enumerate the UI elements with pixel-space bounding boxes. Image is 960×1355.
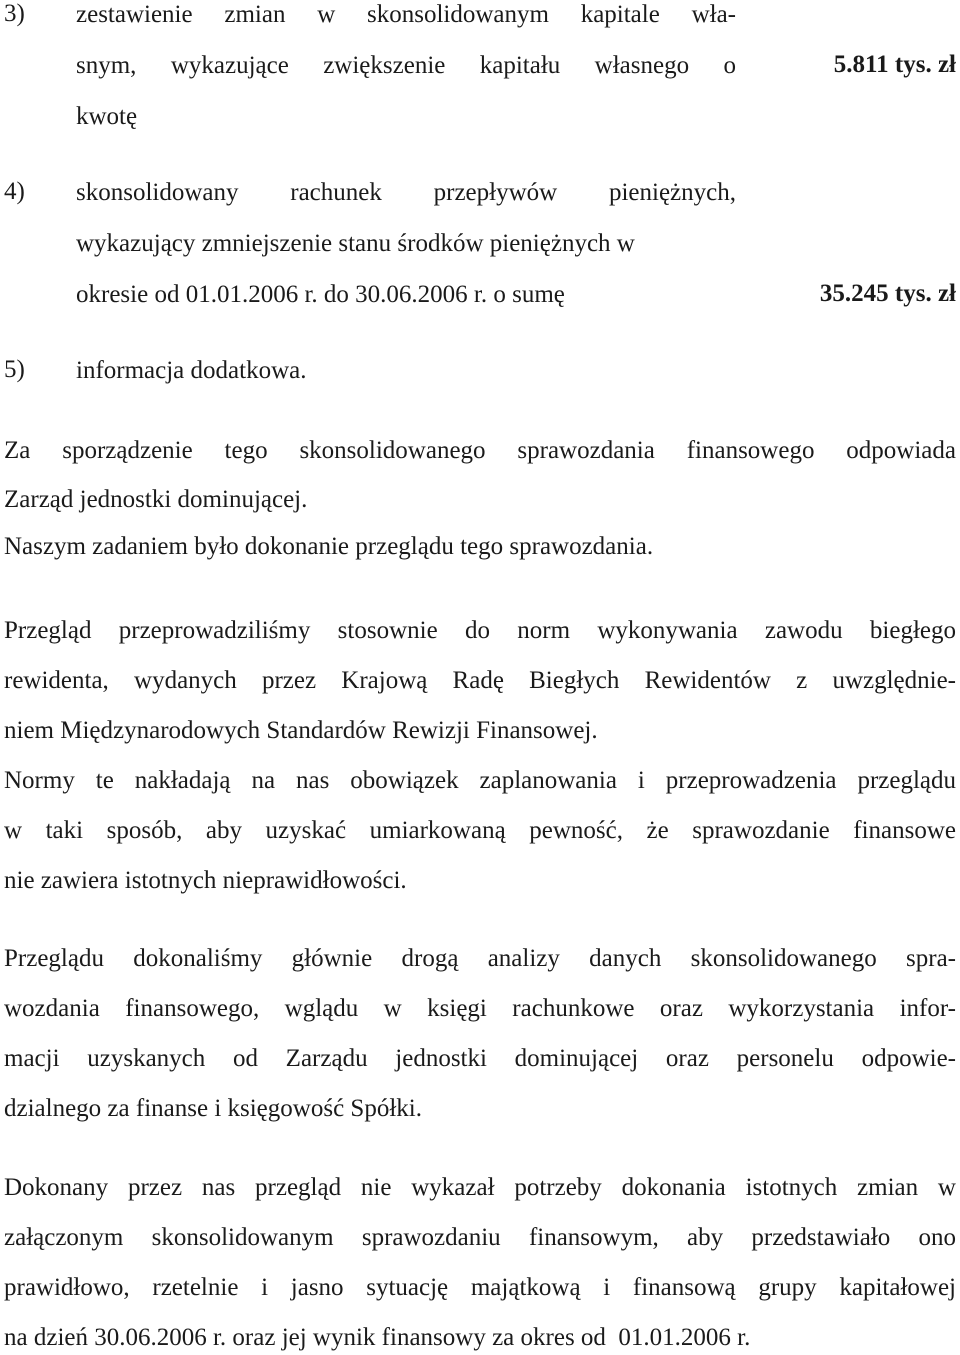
text-line: dzialnego za finanse i księgowość Spółki. <box>4 1095 422 1122</box>
list-item-text <box>76 178 736 331</box>
text-line: skonsolidowany rachunek przepływów pieniężnych, <box>76 179 736 206</box>
list-item-text <box>76 356 736 407</box>
text-line: wozdania finansowego, wglądu w księgi rachunkowe oraz wykorzystania infor- <box>4 995 956 1022</box>
text-line: prawidłowo, rzetelnie i jasno sytuację majątkową i finansową grupy kapitałowej <box>4 1274 956 1301</box>
text-line: macji uzyskanych od Zarządu jednostki dominującej oraz personelu odpowie- <box>4 1045 956 1072</box>
list-item-number: 3) <box>4 0 25 27</box>
list-item-text <box>76 0 736 153</box>
text-line: niem Międzynarodowych Standardów Rewizji Finansowej. <box>4 717 598 744</box>
amount-value: 5.811 tys. zł <box>833 51 956 78</box>
text-line: snym, wykazujące zwiększenie kapitału własnego o <box>76 52 736 79</box>
amount-value: 35.245 tys. zł <box>819 280 956 307</box>
text-line: zestawienie zmian w skonsolidowanym kapitale wła- <box>76 1 736 28</box>
text-line: Przegląd przeprowadziliśmy stosownie do norm wykonywania zawodu biegłego <box>4 617 956 644</box>
text-line: kwotę <box>76 103 138 130</box>
text-line: Normy te nakładają na nas obowiązek zaplanowania i przeprowadzenia przeglądu <box>4 767 956 794</box>
list-item-number: 5) <box>4 356 25 383</box>
paragraph-responsibility <box>4 436 956 562</box>
text-line: w taki sposób, aby uzyskać umiarkowaną pewność, że sprawozdanie finansowe <box>4 817 956 844</box>
paragraph-review-standards <box>4 616 956 896</box>
paragraph-review-method <box>4 944 956 1124</box>
text-line: załączonym skonsolidowanym sprawozdaniu finansowym, aby przedstawiało ono <box>4 1224 956 1251</box>
text-line: nie zawiera istotnych nieprawidłowości. <box>4 867 407 894</box>
text-line: Zarząd jednostki dominującej. <box>4 486 308 513</box>
text-line: Dokonany przez nas przegląd nie wykazał potrzeby dokonania istotnych zmian w <box>4 1174 956 1201</box>
text-line: informacja dodatkowa. <box>76 357 307 384</box>
text-line: wykazujący zmniejszenie stanu środków pieniężnych w <box>76 230 635 257</box>
text-line: Przeglądu dokonaliśmy głównie drogą analizy danych skonsolidowanego spra- <box>4 945 956 972</box>
text-line: rewidenta, wydanych przez Krajową Radę Biegłych Rewidentów z uwzględnie- <box>4 667 956 694</box>
text-line: Naszym zadaniem było dokonanie przeglądu tego sprawozdania. <box>4 533 654 560</box>
text-line: na dzień 30.06.2006 r. oraz jej wynik finansowy za okres od 01.01.2006 r. <box>4 1324 751 1351</box>
text-line: okresie od 01.01.2006 r. do 30.06.2006 r. o sumę <box>76 281 565 308</box>
paragraph-review-conclusion <box>4 1173 956 1353</box>
text-line: Za sporządzenie tego skonsolidowanego sprawozdania finansowego odpowiada <box>4 437 956 464</box>
list-item-number: 4) <box>4 178 25 205</box>
